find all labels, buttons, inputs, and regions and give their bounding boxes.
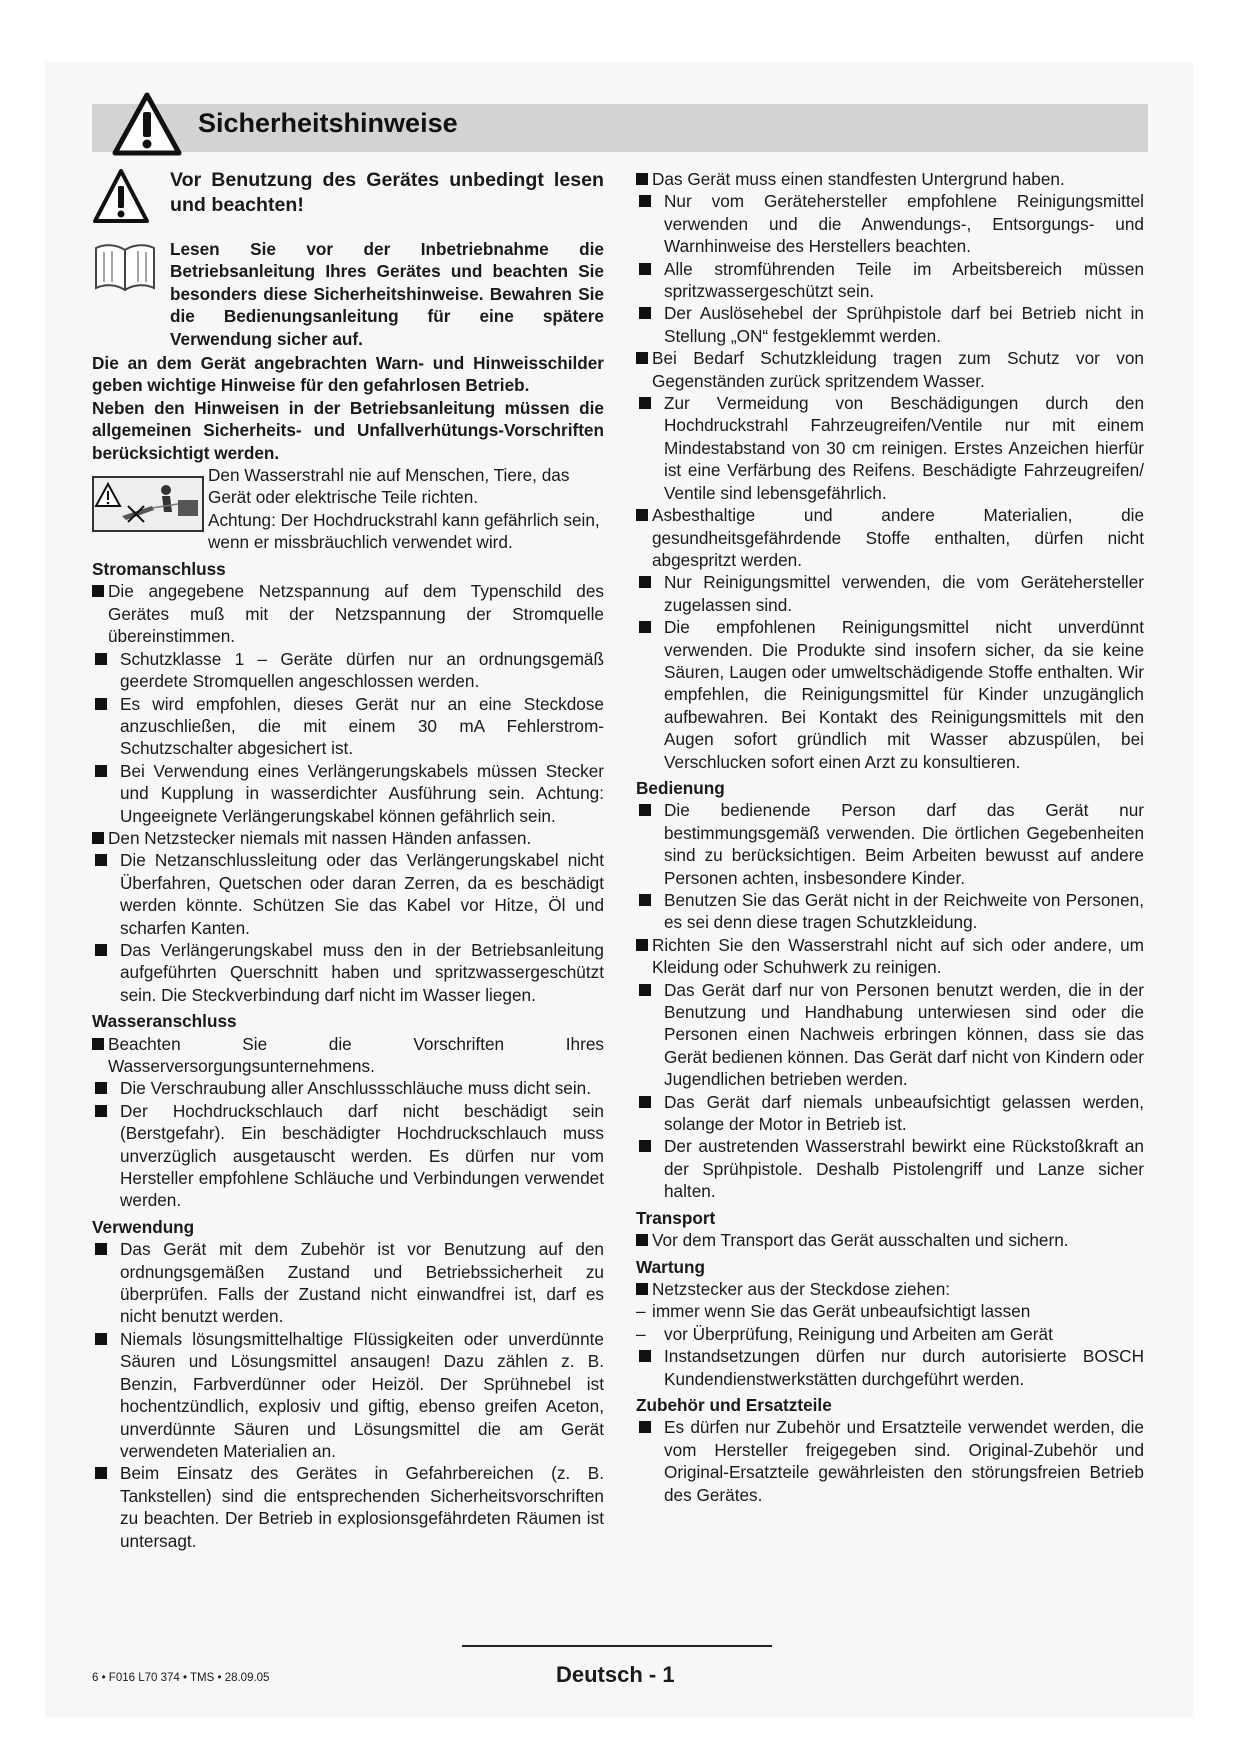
- page-title: Sicherheitshinweise: [198, 108, 458, 138]
- section-heading-stromanschluss: Stromanschluss: [92, 559, 226, 580]
- list-item: Benutzen Sie das Gerät nicht in der Reichweite von Personen, es sei denn diese tragen Schutzkleidung.: [636, 889, 1144, 934]
- list-item: Den Netzstecker niemals mit nassen Händen anfassen.: [92, 827, 604, 849]
- list-item: Die angegebene Netzspannung auf dem Typenschild des Gerätes muß mit der Netzspannung der Stromquelle übereinstimmen.: [92, 580, 604, 647]
- list-item: Bei Verwendung eines Verlängerungskabels müssen Stecker und Kupplung in wasserdichter Ausführung sein. Achtung: Ungeeignete Verlängerungskabel können gefährlich sein.: [92, 760, 604, 827]
- section-heading-verwendung: Verwendung: [92, 1216, 195, 1237]
- list-item: Es wird empfohlen, dieses Gerät nur an eine Steckdose anzuschließen, die mit einem 30 mA Fehlerstrom-Schutzschalter abgesichert ist.: [92, 693, 604, 760]
- list-item: Schutzklasse 1 – Geräte dürfen nur an ordnungsgemäß geerdete Stromquellen angeschlossen werden.: [92, 648, 604, 693]
- list-item: Beachten Sie die Vorschriften Ihres Wasserversorgungsunternehmens.: [92, 1033, 604, 1078]
- warning-triangle-icon: [112, 92, 182, 156]
- warning-heading: Vor Benutzung des Gerätes unbedingt lesen und beachten!: [170, 169, 604, 216]
- list-item: Netzstecker aus der Steckdose ziehen:: [636, 1278, 1144, 1300]
- intro-paragraph-1: Die an dem Gerät angebrachten Warn- und Hinweisschilder geben wichtige Hinweise für den gefahrlosen Betrieb.: [92, 353, 604, 396]
- list-item: Beim Einsatz des Gerätes in Gefahrbereichen (z. B. Tankstellen) sind die entsprechenden Sicherheitsvorschriften zu beachten. Der Betrieb in explosionsgefährdeten Räumen ist untersagt.: [92, 1462, 604, 1552]
- open-book-icon: [92, 242, 158, 294]
- dash-item-text: vor Überprüfung, Reinigung und Arbeiten am Gerät: [664, 1323, 1053, 1344]
- spray-note-1: Den Wasserstrahl nie auf Menschen, Tiere, das Gerät oder elektrische Teile richten.: [208, 465, 570, 508]
- list-item: Nur vom Gerätehersteller empfohlene Reinigungsmittel verwenden und die Anwendungs-, Entsorgungs- und Warnhinweise des Herstellers beachten.: [636, 190, 1144, 257]
- warning-block: [92, 168, 604, 228]
- list-item: Es dürfen nur Zubehör und Ersatzteile verwendet werden, die vom Hersteller freigegeben sind. Original-Zubehör und Original-Ersatzteile gewährleisten den störungsfreien Betrieb des Gerätes.: [636, 1416, 1144, 1506]
- dash-mark: –: [636, 1301, 646, 1322]
- list-item: Das Gerät darf niemals unbeaufsichtigt gelassen werden, solange der Motor in Betrieb ist.: [636, 1091, 1144, 1136]
- left-column: [92, 168, 604, 1552]
- list-item: Asbesthaltige und andere Materialien, die gesundheitsgefährdende Stoffe enthalten, dürfen nicht abgespritzt werden.: [636, 504, 1144, 571]
- list-item: Der Hochdruckschlauch darf nicht beschädigt sein (Berstgefahr). Ein beschädigter Hochdruckschlauch muss unverzüglich ausgetauscht werden. Es dürfen nur vom Hersteller empfohlene Schläuche und Verbindungen verwendet werden.: [92, 1100, 604, 1212]
- spray-note-2: Achtung: Der Hochdruckstrahl kann gefährlich sein, wenn er missbräuchlich verwendet wird.: [208, 509, 600, 553]
- footer-rule: [462, 1645, 772, 1647]
- dash-mark: –: [636, 1323, 646, 1344]
- list-item: Die Netzanschlussleitung oder das Verlängerungskabel nicht Überfahren, Quetschen oder daran Zerren, da es beschädigt werden könnte. Schützen Sie das Kabel vor Hitze, Öl und scharfen Kanten.: [92, 849, 604, 939]
- spray-warning-block: [92, 464, 604, 554]
- list-item: Das Verlängerungskabel muss den in der Betriebsanleitung aufgeführten Querschnitt haben und spritzwassergeschützt sein. Die Steckverbindung darf nicht im Wasser liegen.: [92, 939, 604, 1006]
- section-heading-bedienung: Bedienung: [636, 777, 725, 798]
- dash-item: [636, 1300, 1144, 1322]
- list-item: Richten Sie den Wasserstrahl nicht auf sich oder andere, um Kleidung oder Schuhwerk zu reinigen.: [636, 934, 1144, 979]
- footer-doc-id: 6 • F016 L70 374 • TMS • 28.09.05: [92, 1672, 270, 1684]
- list-item: Der austretenden Wasserstrahl bewirkt eine Rückstoßkraft an der Sprühpistole. Deshalb Pistolengriff und Lanze sicher halten.: [636, 1135, 1144, 1202]
- list-item: Alle stromführenden Teile im Arbeitsbereich müssen spritzwassergeschützt sein.: [636, 258, 1144, 303]
- list-item: Niemals lösungsmittelhaltige Flüssigkeiten oder unverdünnte Säuren und Lösungsmittel ansaugen! Dazu zählen z. B. Benzin, Farbverdünner oder Heizöl. Der Sprühnebel ist hochentzündlich, explosiv und giftig, ebenso greifen Aceton, unverdünnte Säuren und Lösungsmittel die am Gerät verwendeten Materialien an.: [92, 1328, 604, 1462]
- list-item: Bei Bedarf Schutzkleidung tragen zum Schutz vor von Gegenständen zurück spritzendem Wasser.: [636, 347, 1144, 392]
- list-item: Die bedienende Person darf das Gerät nur bestimmungsgemäß verwenden. Die örtlichen Gegebenheiten sind zu berücksichtigen. Beim Arbeiten bewusst auf andere Personen achten, insbesondere Kinder.: [636, 799, 1144, 889]
- section-heading-wartung: Wartung: [636, 1256, 706, 1277]
- list-item: Die empfohlenen Reinigungsmittel nicht unverdünnt verwenden. Die Produkte sind insofern sicher, da sie keine Säuren, Laugen oder umweltschädigende Stoffe enthalten. Wir empfehlen, die Reinigungsmittel für Kinder unzugänglich aufbewahren. Bei Kontakt des Reinigungsmittels mit den Augen sofort gründlich mit Wasser abzuspülen, bei Verschlucken sofort einen Arzt zu konsultieren.: [636, 616, 1144, 773]
- list-item: Das Gerät muss einen standfesten Untergrund haben.: [636, 168, 1144, 190]
- footer-page-label: Deutsch - 1: [556, 1662, 675, 1687]
- right-column: [636, 168, 1144, 1506]
- list-item: Die Verschraubung aller Anschlussschläuche muss dicht sein.: [92, 1077, 604, 1099]
- section-heading-transport: Transport: [636, 1207, 716, 1228]
- list-item: Nur Reinigungsmittel verwenden, die vom Gerätehersteller zugelassen sind.: [636, 571, 1144, 616]
- warning-triangle-icon: [92, 168, 150, 226]
- section-heading-zubehoer: Zubehör und Ersatzteile: [636, 1394, 832, 1415]
- spray-warning-pictogram-icon: [92, 476, 204, 532]
- dash-item-text: immer wenn Sie das Gerät unbeaufsichtigt lassen: [652, 1301, 1031, 1322]
- list-item: Das Gerät mit dem Zubehör ist vor Benutzung auf den ordnungsgemäßen Zustand und Betriebssicherheit zu überprüfen. Falls der Zustand nicht einwandfrei ist, darf es nicht benutzt werden.: [92, 1238, 604, 1328]
- list-item: Vor dem Transport das Gerät ausschalten und sichern.: [636, 1229, 1144, 1251]
- list-item: Das Gerät darf nur von Personen benutzt werden, die in der Benutzung und Handhabung unterwiesen sind oder die Personen einen Nachweis erbringen können, dass sie das Gerät bedienen können. Das Gerät darf nicht von Kindern oder Jugendlichen betrieben werden.: [636, 979, 1144, 1091]
- intro-paragraph-2: Neben den Hinweisen in der Betriebsanleitung müssen die allgemeinen Sicherheits- und Unfallverhütungs-Vorschriften berücksichtigt werden.: [92, 397, 604, 463]
- list-item: Der Auslösehebel der Sprühpistole darf bei Betrieb nicht in Stellung „ON“ festgeklemmt werden.: [636, 302, 1144, 347]
- manual-note-block: [92, 238, 604, 350]
- section-heading-wasseranschluss: Wasseranschluss: [92, 1011, 237, 1032]
- list-item: Instandsetzungen dürfen nur durch autorisierte BOSCH Kundendienstwerkstätten durchgeführt werden.: [636, 1345, 1144, 1390]
- list-item: Zur Vermeidung von Beschädigungen durch den Hochdruckstrahl Fahrzeugreifen/Ventile nur mit einem Mindestabstand von 30 cm reinigen. Erstes Anzeichen hierfür ist eine Verfärbung des Reifens. Beschädigte Fahrzeugreifen/ Ventile sind lebensgefährlich.: [636, 392, 1144, 504]
- dash-item: [636, 1323, 1144, 1345]
- manual-note: Lesen Sie vor der Inbetriebnahme die Betriebsanleitung Ihres Gerätes und beachten Sie besonders diese Sicherheitshinweise. Bewahren Sie die Bedienungsanleitung für eine spätere Verwendung sicher auf.: [170, 239, 604, 349]
